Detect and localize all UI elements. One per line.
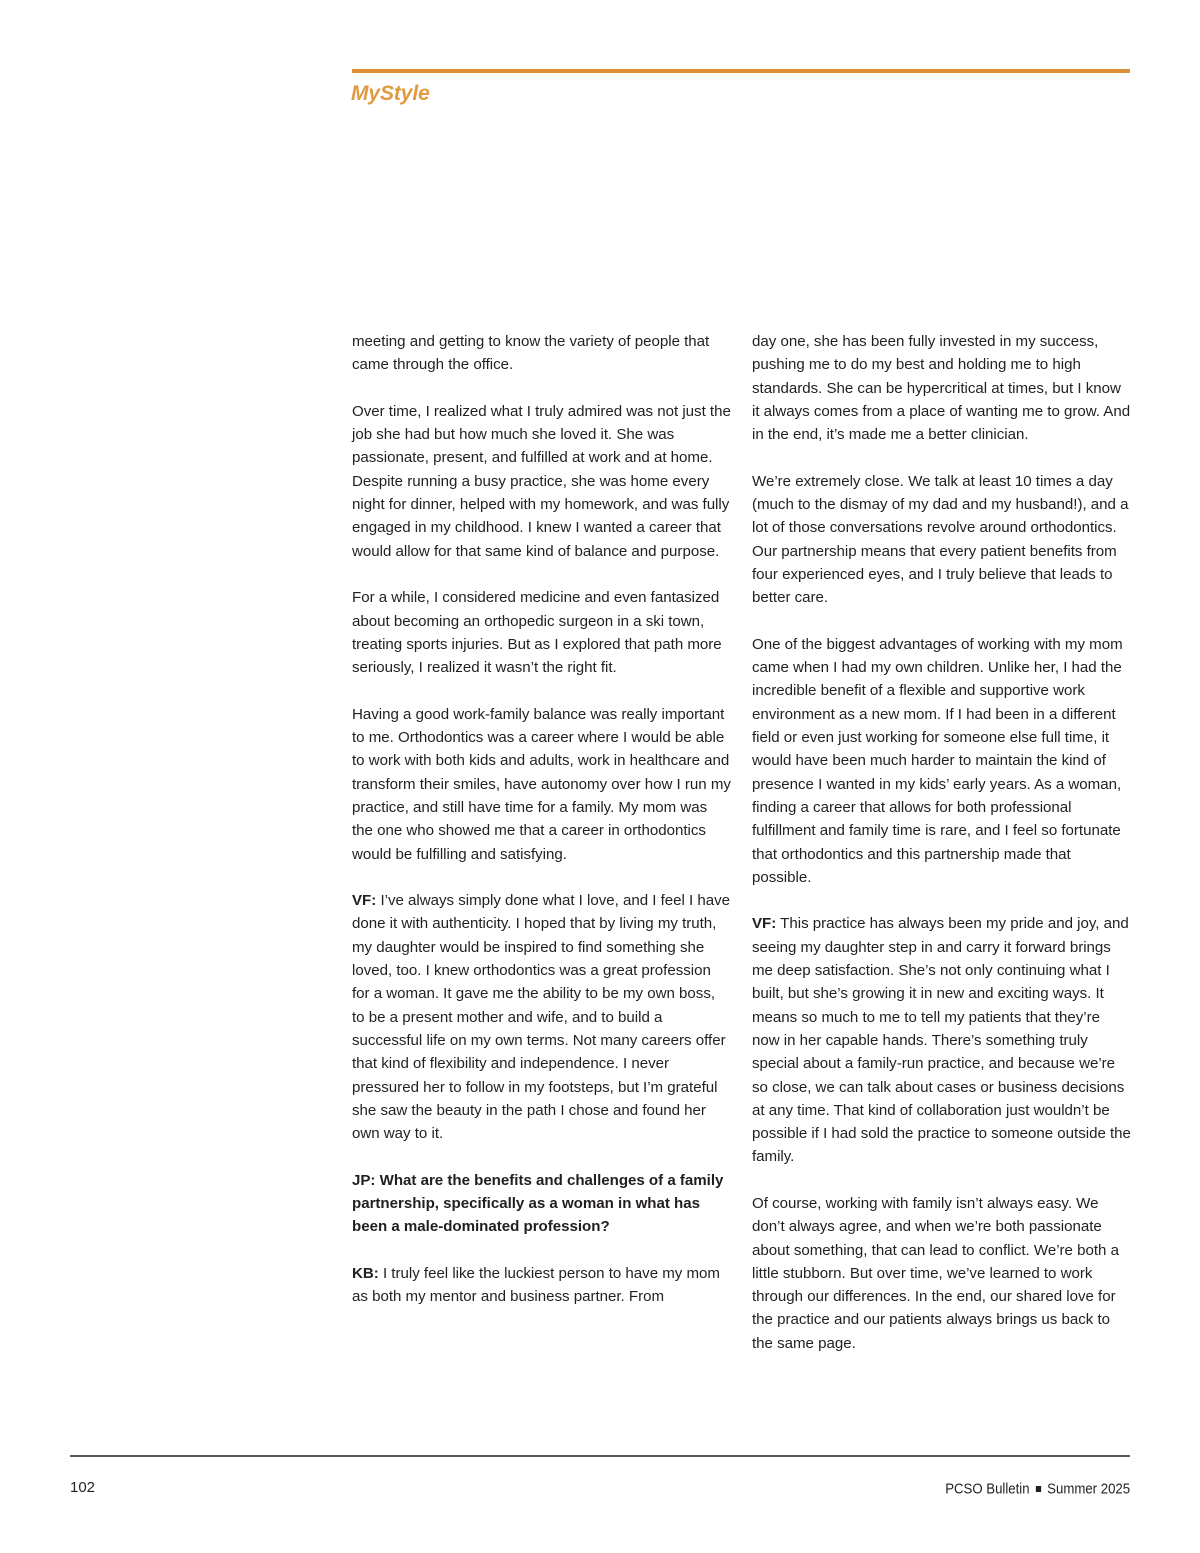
para-jp-question: JP: What are the benefits and challenges of a family partnership, specifically as a woman in what has been a male-dominated profession? <box>352 1171 724 1236</box>
para-work-family-balance: Having a good work-family balance was really important to me. Orthodontics was a career where I would be able to work with both kids and adults, work in healthcare and transform their smiles, have autonomy over how I run my practice, and still have time for a family. My mom was the one who showed me that a career in orthodontics would be fulfilling and satisfying. <box>352 705 731 863</box>
para-extremely-close: We’re extremely close. We talk at least 10 times a day (much to the dismay of my dad and my husband!), and a lot of those conversations revolve around orthodontics. Our partnership means that every patient benefits from four experienced eyes, and I truly believe that leads to better care. <box>752 472 1129 607</box>
speaker-initials: KB: <box>352 1264 379 1282</box>
footer-rule <box>70 1455 1130 1457</box>
publication-name: PCSO Bulletin <box>945 1480 1030 1498</box>
para-of-course: Of course, working with family isn’t always easy. We don’t always agree, and when we’re both passionate about something, that can lead to conflict. We’re both a little stubborn. But over time, we’ve learned to work through our differences. In the end, our shared love for the practice and our patients always brings us back to the same page. <box>752 1194 1119 1352</box>
paragraph-text: I truly feel like the luckiest person to have my mom as both my mentor and business partner. From <box>352 1264 720 1306</box>
para-vf-pride-and-joy <box>752 912 1131 1168</box>
speaker-initials: VF: <box>752 915 777 933</box>
issue-label: Summer 2025 <box>1047 1480 1130 1498</box>
para-biggest-advantages: One of the biggest advantages of working with my mom came when I had my own children. Unlike her, I had the incredible benefit of a flexible and supportive work environment as a new mom. If I had been in a different field or even just working for someone else full time, it would have been much harder to maintain the kind of presence I wanted in my kids’ early years. As a woman, finding a career that allows for both professional fulfillment and family time is rare, and I feel so fortunate that orthodontics and this partnership made that possible. <box>752 635 1123 886</box>
paragraph-text: I’ve always simply done what I love, and I feel I have done it with authenticity. I hoped that by living my truth, my daughter would be inspired to find something she loved, too. I knew orthodontics was a great profession for a woman. It gave me the ability to be my own boss, to be a present mother and wife, and to build a successful life on my own terms. Not many careers offer that kind of flexibility and independence. I never pressured her to follow in my footsteps, but I’m grateful she saw the beauty in the path I chose and found her own way to it. <box>352 892 731 1143</box>
header-orange-rule <box>352 69 1130 73</box>
para-vf-authenticity <box>352 889 731 1145</box>
right-column <box>752 330 1131 1410</box>
left-column <box>352 330 731 1410</box>
footer-publication-info <box>945 1479 1130 1498</box>
para-over-time: Over time, I realized what I truly admired was not just the job she had but how much she loved it. She was passionate, present, and fulfilled at work and at home. Despite running a busy practice, she was home every night for dinner, helped with my homework, and was fully engaged in my childhood. I knew I wanted a career that would allow for that same kind of balance and purpose. <box>352 402 731 560</box>
square-bullet-icon <box>1036 1479 1041 1496</box>
para-continuation: meeting and getting to know the variety of people that came through the office. <box>352 333 710 374</box>
para-kb-luckiest <box>352 1262 731 1309</box>
article-body <box>352 330 1131 1410</box>
page-number: 102 <box>70 1479 96 1496</box>
section-title: MyStyle <box>351 82 430 105</box>
para-day-one: day one, she has been fully invested in my success, pushing me to do my best and holding me to high standards. She can be hypercritical at times, but I know it always comes from a place of wanting me to grow. And in the end, it’s made me a better clinician. <box>752 333 1131 444</box>
paragraph-text: This practice has always been my pride and joy, and seeing my daughter step in and carry it forward brings me deep satisfaction. She’s not only continuing what I built, but she’s growing it in new and exciting ways. It means so much to me to tell my patients that they’re now in her capable hands. There’s something truly special about a family-run practice, and because we’re so close, we can talk about cases or business decisions at any time. That kind of collaboration just wouldn’t be possible if I had sold the practice to someone outside the family. <box>752 915 1131 1166</box>
speaker-initials: VF: <box>352 892 377 910</box>
para-for-a-while: For a while, I considered medicine and even fantasized about becoming an orthopedic surgeon in a ski town, treating sports injuries. But as I explored that path more seriously, I realized it wasn’t the right fit. <box>352 589 722 677</box>
